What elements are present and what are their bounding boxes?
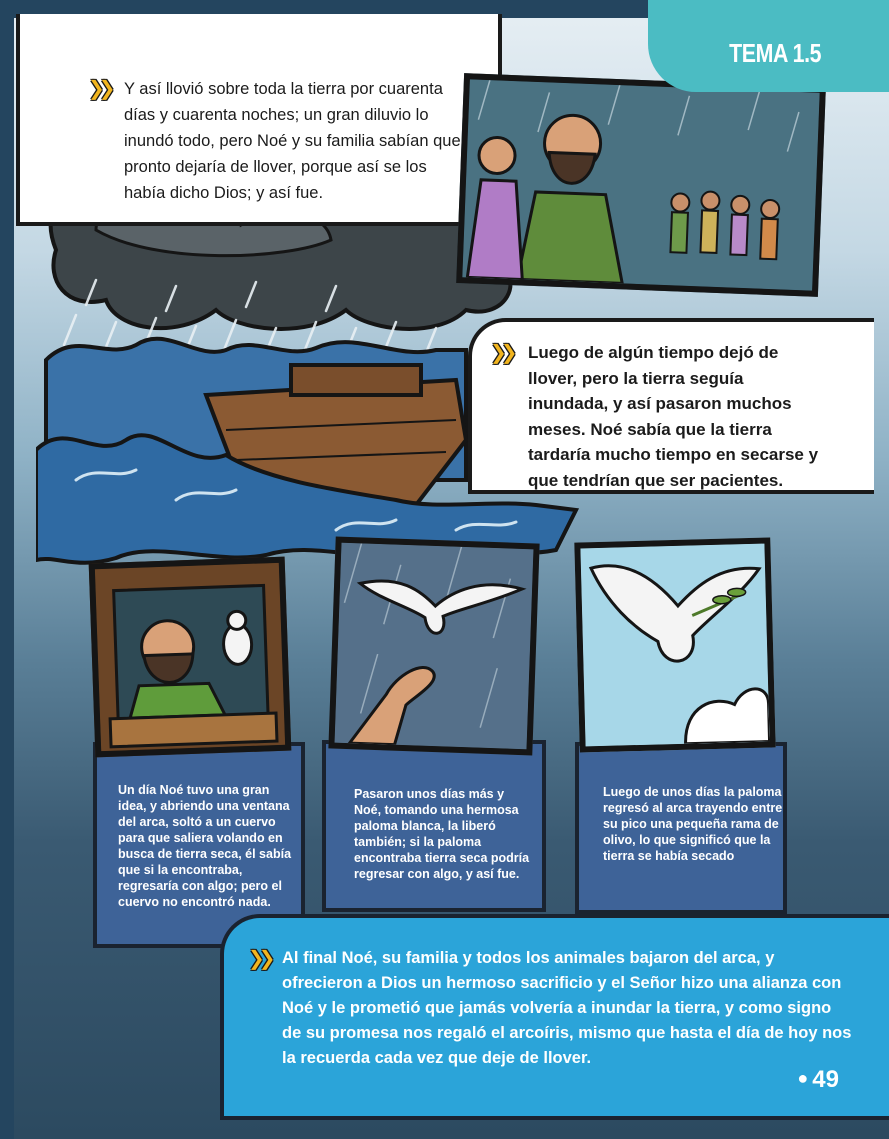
topic-badge-label: TEMA 1.5 bbox=[729, 38, 821, 68]
intro-text-box bbox=[16, 14, 502, 226]
bullet-dot-icon: ● bbox=[797, 1068, 809, 1088]
page-number-value: 49 bbox=[812, 1066, 839, 1093]
after-rain-text: Luego de algún tiempo dejó de llover, pero la tierra seguía inundada, y así pasaron muchos meses. Noé sabía que la tierra tardaría mucho tiempo en secarse y que tendrían que ser pacientes. bbox=[528, 343, 819, 490]
ending-text: Al final Noé, su familia y todos los animales bajaron del arca, y ofrecieron a Dios un hermoso sacrificio y el Señor hizo una alianza con Noé y le prometió que jamás volvería a inundar la tierra, y como signo de su promesa nos regaló el arcoíris, mismo que hasta el día de hoy nos la recuerda cada vez que deje de llover. bbox=[282, 949, 852, 1067]
ending-text-box bbox=[220, 914, 889, 1120]
noah-window-illustration bbox=[89, 557, 292, 758]
caption-panel-dove bbox=[322, 740, 546, 912]
frame-left-border bbox=[0, 0, 14, 1139]
page-number bbox=[797, 1066, 839, 1094]
caption-panel-olive bbox=[575, 742, 787, 914]
double-chevron-icon: ❯❯ bbox=[88, 78, 110, 100]
family-rain-illustration bbox=[456, 73, 826, 297]
dove-olive-illustration bbox=[574, 537, 775, 752]
after-rain-text-box bbox=[468, 318, 874, 494]
caption-olive-text: Luego de unos días la paloma regresó al arca trayendo entre su pico una pequeña rama de olivo, lo que significó que la tierra se había secado bbox=[603, 785, 783, 863]
intro-text: Y así llovió sobre toda la tierra por cuarenta días y cuarenta noches; un gran diluvio lo inundó todo, pero Noé y su familia sabían que pronto dejaría de llover, porque así se los había dicho Dios; y así fue. bbox=[124, 80, 461, 202]
topic-badge bbox=[648, 0, 889, 92]
dove-release-illustration bbox=[328, 537, 539, 756]
caption-dove-text: Pasaron unos días más y Noé, tomando una hermosa paloma blanca, la liberó también; si la paloma encontraba tierra seca podría regresar con algo, y así fue. bbox=[354, 787, 530, 881]
double-chevron-icon: ❯❯ bbox=[248, 948, 270, 970]
caption-raven-text: Un día Noé tuvo una gran idea, y abriendo una ventana del arca, soltó a un cuervo para que saliera volando en busca de tierra seca, él sabía que si la encontraba, regresaría con algo; pero el cuervo no encontró nada. bbox=[118, 783, 292, 909]
double-chevron-icon: ❯❯ bbox=[490, 342, 512, 364]
